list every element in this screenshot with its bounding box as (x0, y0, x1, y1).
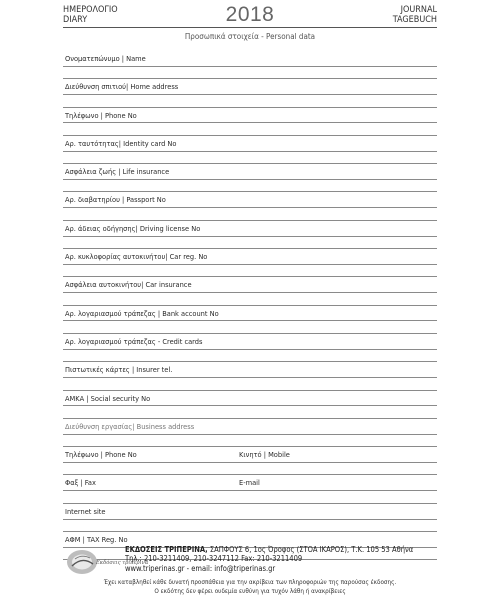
writing-line (63, 490, 437, 491)
header-right-german: TAGEBUCH (392, 15, 437, 25)
field-label: Τηλέφωνο | Phone No (65, 450, 137, 460)
year-title: 2018 (225, 3, 275, 26)
writing-line (63, 122, 437, 123)
writing-line (63, 151, 437, 152)
form-field[interactable] (63, 362, 437, 390)
field-label-secondary: E-mail (239, 478, 260, 488)
form-field[interactable] (63, 164, 437, 192)
field-label: Ασφάλεια ζωής | Life insurance (65, 167, 170, 177)
publisher-phones: Τηλ.: 210-3211409, 210-3247112 Fax: 210-3211409 (125, 554, 303, 564)
publisher-name: ΕΚΔΟΣΕΙΣ ΤΡΙΠΕΡΙΝΑ, (125, 545, 208, 554)
writing-line (63, 236, 437, 237)
logo-text: Εκδόσεις τριπέρινα (96, 560, 149, 566)
form-field[interactable] (63, 108, 437, 136)
writing-line (63, 377, 437, 378)
header-right-french: JOURNAL (400, 5, 437, 15)
writing-line (63, 405, 437, 406)
field-label: Πιστωτικές κάρτες | Insurer tel. (65, 365, 173, 375)
field-label: ΑΜΚΑ | Social security No (65, 393, 151, 403)
field-label: Φαξ | Fax (65, 478, 96, 488)
logo-icon (65, 546, 149, 576)
form-field[interactable] (63, 51, 437, 79)
form-field[interactable] (63, 306, 437, 334)
personal-data-form (63, 51, 437, 560)
writing-line (63, 292, 437, 293)
form-field[interactable] (63, 475, 437, 503)
page-header (63, 4, 437, 26)
publisher-info (125, 545, 413, 573)
header-left-english: DIARY (63, 15, 88, 25)
writing-line (63, 462, 437, 463)
header-left-greek: ΗΜΕΡΟΛΟΓΙΟ (63, 5, 118, 15)
field-label: Internet site (65, 506, 106, 516)
writing-line (63, 519, 437, 520)
writing-line (63, 179, 437, 180)
form-field[interactable] (63, 334, 437, 362)
page-subtitle: Προσωπικά στοιχεία - Personal data (184, 32, 316, 41)
field-label-secondary: Κινητό | Mobile (239, 450, 290, 460)
publisher-address: ΣΑΠΦΟΥΣ 6, 1ος Όροφος (ΣΤΟΑ ΙΚΑΡΟΣ), Τ.Κ. 105 53 Αθήνα (207, 545, 414, 554)
field-label: ΑΦΜ | TAX Reg. No (65, 535, 128, 545)
form-field[interactable] (63, 419, 437, 447)
writing-line (63, 264, 437, 265)
form-field[interactable] (63, 192, 437, 220)
form-field[interactable] (63, 277, 437, 305)
header-right (393, 5, 437, 25)
form-field[interactable] (63, 504, 437, 532)
field-label: Αρ. λογαριασμού τράπεζας | Bank account No (65, 308, 219, 318)
field-label: Αρ. κυκλοφορίας αυτοκινήτου| Car reg. No (65, 252, 208, 262)
form-field[interactable] (63, 136, 437, 164)
disclaimer-line-1: Έχει καταβληθεί κάθε δυνατή προσπάθεια για την ακρίβεια των πληροφοριών της παρούσας έκδοσης. (103, 579, 397, 586)
field-label: Αρ. λογαριασμού τράπεζας - Credit cards (65, 336, 203, 346)
field-label: Ασφάλεια αυτοκινήτου| Car insurance (65, 280, 192, 290)
publisher-logo (65, 546, 149, 576)
form-field[interactable] (63, 221, 437, 249)
form-field[interactable] (63, 79, 437, 107)
writing-line (63, 434, 437, 435)
publisher-footer (63, 545, 437, 577)
writing-line (63, 320, 437, 321)
disclaimer (0, 579, 500, 596)
writing-line (63, 94, 437, 95)
field-label: Τηλέφωνο | Phone No (65, 110, 137, 120)
field-label: Διεύθυνση εργασίας| Business address (65, 421, 195, 431)
writing-line (63, 66, 437, 67)
form-field[interactable] (63, 447, 437, 475)
disclaimer-line-2: Ο εκδότης δεν φέρει ουδεμία ευθύνη για τυχόν λάθη ή ανακρίβειες (154, 587, 346, 595)
publisher-web: www.triperinas.gr - email: info@triperinas.gr (125, 563, 276, 573)
writing-line (63, 207, 437, 208)
field-label: Αρ. ταυτότητας| Identity card No (65, 138, 177, 148)
field-label: Διεύθυνση σπιτιού| Home address (65, 82, 179, 92)
form-field[interactable] (63, 391, 437, 419)
publisher-address-line (125, 545, 413, 554)
field-label: Αρ. άδειας οδήγησης| Driving license No (65, 223, 201, 233)
writing-line (63, 349, 437, 350)
field-label: Ονοματεπώνυμο | Name (65, 54, 146, 63)
form-field[interactable] (63, 249, 437, 277)
header-rule (63, 27, 437, 28)
field-label: Αρ. διαβατηρίου | Passport No (65, 195, 166, 205)
